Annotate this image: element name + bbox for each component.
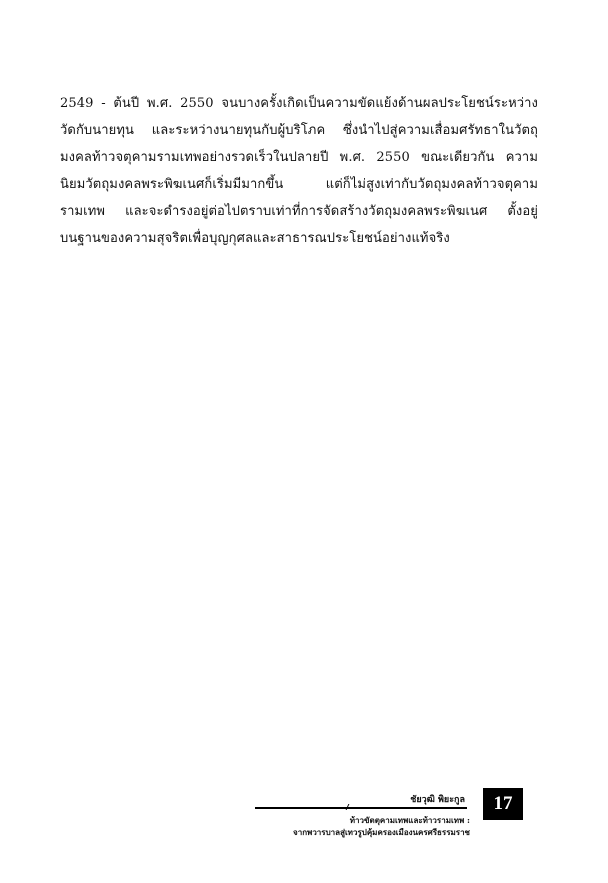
- body-line: มงคลท้าวจตุคามรามเทพอย่างรวดเร็วในปลายปี พ.ศ. 2550 ขณะเดียวกัน ความ: [60, 150, 538, 165]
- body-line: บนฐานของความสุจริตเพื่อบุญกุศลและสาธารณประโยชน์อย่างแท้จริง: [60, 231, 450, 246]
- footer-book-subtitle: จากพวารบาลสู่เทวรูปคุ้มครองเมืองนครศรีธรรมราช: [293, 827, 470, 837]
- body-line: นิยมวัตถุมงคลพระพิฆเนศก็เริ่มมีมากขึ้น แต่ก็ไม่สูงเท่ากับวัตถุมงคลท้าวจตุคาม: [60, 177, 538, 192]
- body-line: วัดกับนายทุน และระหว่างนายทุนกับผู้บริโภค ซึ่งนำไปสู่ความเสื่อมศรัทธาในวัตถุ: [60, 123, 538, 138]
- page-number: 17: [483, 788, 523, 820]
- footer-divider: [255, 807, 467, 809]
- footer-book-title: ท้าวขัตตุคามเทพและท้าวรามเทพ :: [349, 815, 470, 825]
- body-paragraph: [60, 90, 538, 252]
- footer-author: ชัยวุฒิ พิยะกูล: [410, 795, 465, 805]
- body-line: 2549 - ต้นปี พ.ศ. 2550 จนบางครั้งเกิดเป็นความขัดแย้งด้านผลประโยชน์ระหว่าง: [60, 96, 538, 111]
- body-line: รามเทพ และจะดำรงอยู่ต่อไปตราบเท่าที่การจัดสร้างวัตถุมงคลพระพิฆเนศ ตั้งอยู่: [60, 204, 538, 219]
